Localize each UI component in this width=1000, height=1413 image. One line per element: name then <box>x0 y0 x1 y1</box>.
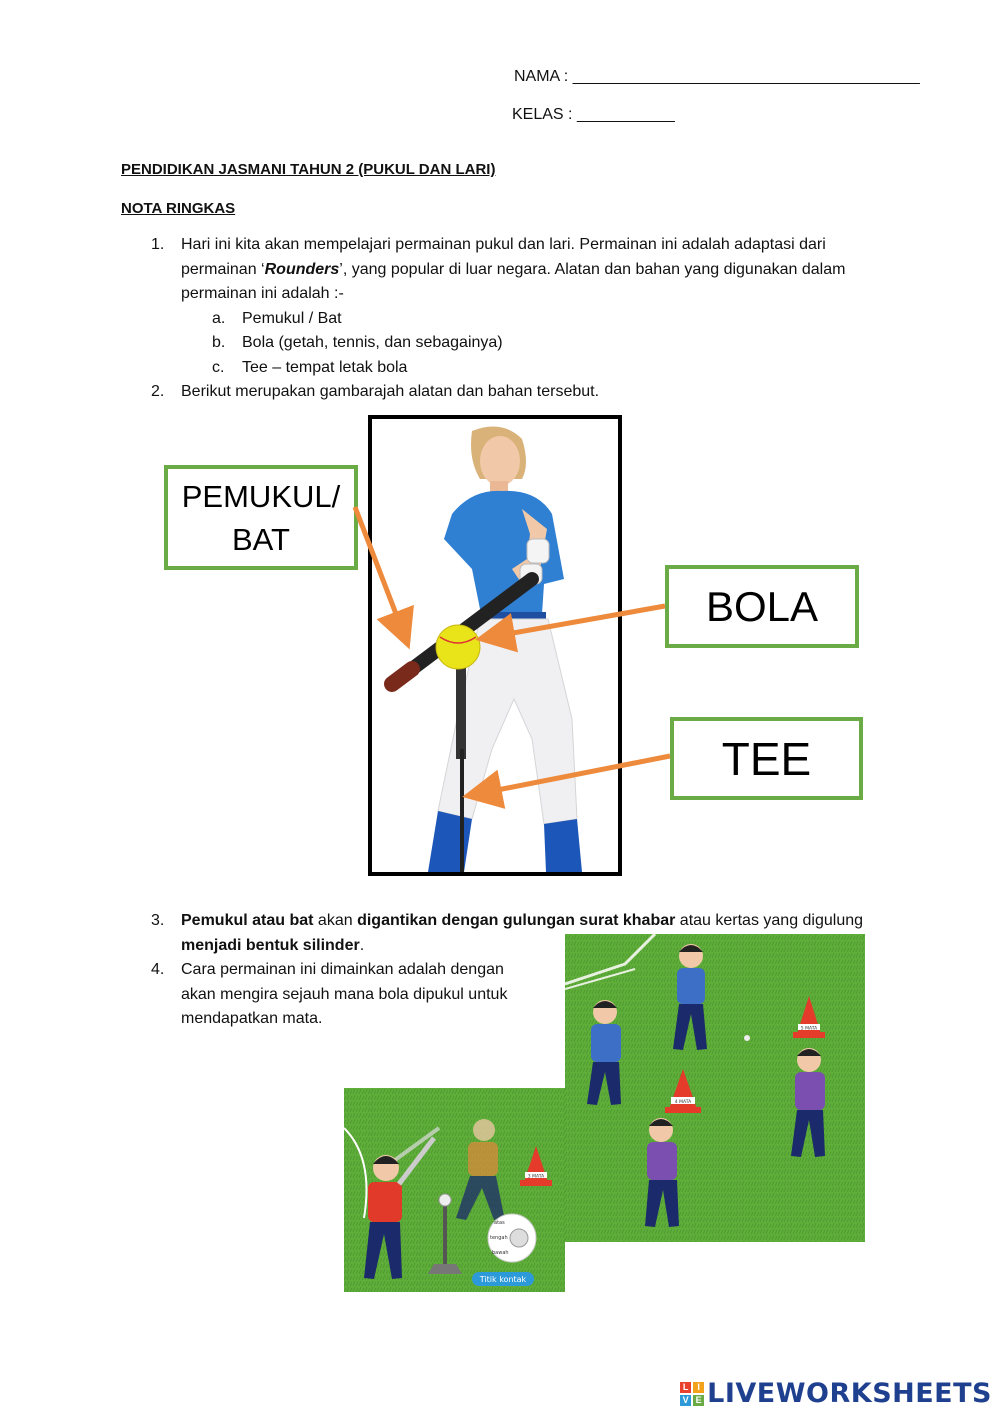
subitem-text: Pemukul / Bat <box>242 309 342 327</box>
label-bat-line2: BAT <box>232 521 290 557</box>
nama-input-line[interactable]: _______________________________________ <box>572 68 920 85</box>
item4-line2: akan mengira sejauh mana bola dipukul untuk <box>181 985 508 1003</box>
item1-line2-pre: permainan ‘ <box>181 260 265 278</box>
logo-letter: V <box>680 1395 691 1406</box>
logo-letter: I <box>693 1382 704 1393</box>
item3-bold1: Pemukul atau bat <box>181 912 314 929</box>
item3-text2: atau kertas yang digulung <box>675 912 864 929</box>
item1-line1: Hari ini kita akan mempelajari permainan pukul dan lari. Permainan ini adalah adaptasi dari <box>181 236 826 253</box>
subitem-letter: b. <box>212 334 226 351</box>
subitem-text: Tee – tempat letak bola <box>242 358 408 376</box>
subitem-letter: c. <box>212 358 225 376</box>
contact-tengah: tengah <box>490 1235 508 1241</box>
label-bat-line1: PEMUKUL/ <box>181 478 341 514</box>
contact-bawah: bawah <box>492 1250 509 1256</box>
item3-bold2: digantikan dengan gulungan surat khabar <box>357 912 676 929</box>
contact-caption: Titik kontak <box>479 1275 527 1284</box>
label-tee-text: TEE <box>721 732 812 785</box>
item2-text: Berikut merupakan gambarajah alatan dan bahan tersebut. <box>181 383 600 400</box>
liveworksheets-logo <box>680 1378 992 1409</box>
item-number: 2. <box>151 383 165 400</box>
logo-letter: L <box>680 1382 691 1393</box>
page-title: PENDIDIKAN JASMANI TAHUN 2 (PUKUL DAN LARI) <box>121 161 496 178</box>
item1-line2-post: ’, yang popular di luar negara. Alatan dan bahan yang digunakan dalam <box>339 260 846 278</box>
fielders-illustration <box>565 934 865 1242</box>
item3-line2 <box>181 934 364 959</box>
nama-label: NAMA : <box>514 68 569 85</box>
cone-3-label: 3 MATA <box>527 1174 545 1180</box>
item-number: 3. <box>151 912 165 929</box>
item3-line1 <box>181 909 863 934</box>
subitem-letter: a. <box>212 309 226 327</box>
contact-atas: atas <box>494 1220 505 1226</box>
label-bola-text: BOLA <box>705 582 819 630</box>
kelas-input-line[interactable]: ___________ <box>576 106 675 123</box>
cone-4-label: 4 MATA <box>674 1100 692 1105</box>
item-number: 1. <box>151 236 165 253</box>
section-heading: NOTA RINGKAS <box>121 200 236 217</box>
kelas-label: KELAS : <box>512 106 573 123</box>
item-number: 4. <box>151 961 165 978</box>
arrow-ball <box>485 606 665 638</box>
cone-5-label: 5 MATA <box>800 1026 818 1032</box>
logo-text: LIVEWORKSHEETS <box>707 1378 992 1409</box>
batting-illustration <box>344 1088 565 1292</box>
logo-mark <box>680 1382 704 1406</box>
item3-bold3: menjadi bentuk silinder <box>181 936 360 954</box>
item4-line3: mendapatkan mata. <box>181 1010 323 1027</box>
logo-letter: E <box>693 1395 704 1406</box>
item3-text3: . <box>359 936 365 954</box>
item1-line3: permainan ini adalah :- <box>181 285 344 302</box>
arrow-tee <box>472 756 670 795</box>
item1-rounders: Rounders <box>264 260 340 278</box>
subitem-text: Bola (getah, tennis, dan sebagainya) <box>242 334 503 351</box>
item4-line1: Cara permainan ini dimainkan adalah dengan <box>181 961 504 978</box>
arrow-bat <box>355 507 406 640</box>
item3-text1: akan <box>313 912 358 929</box>
